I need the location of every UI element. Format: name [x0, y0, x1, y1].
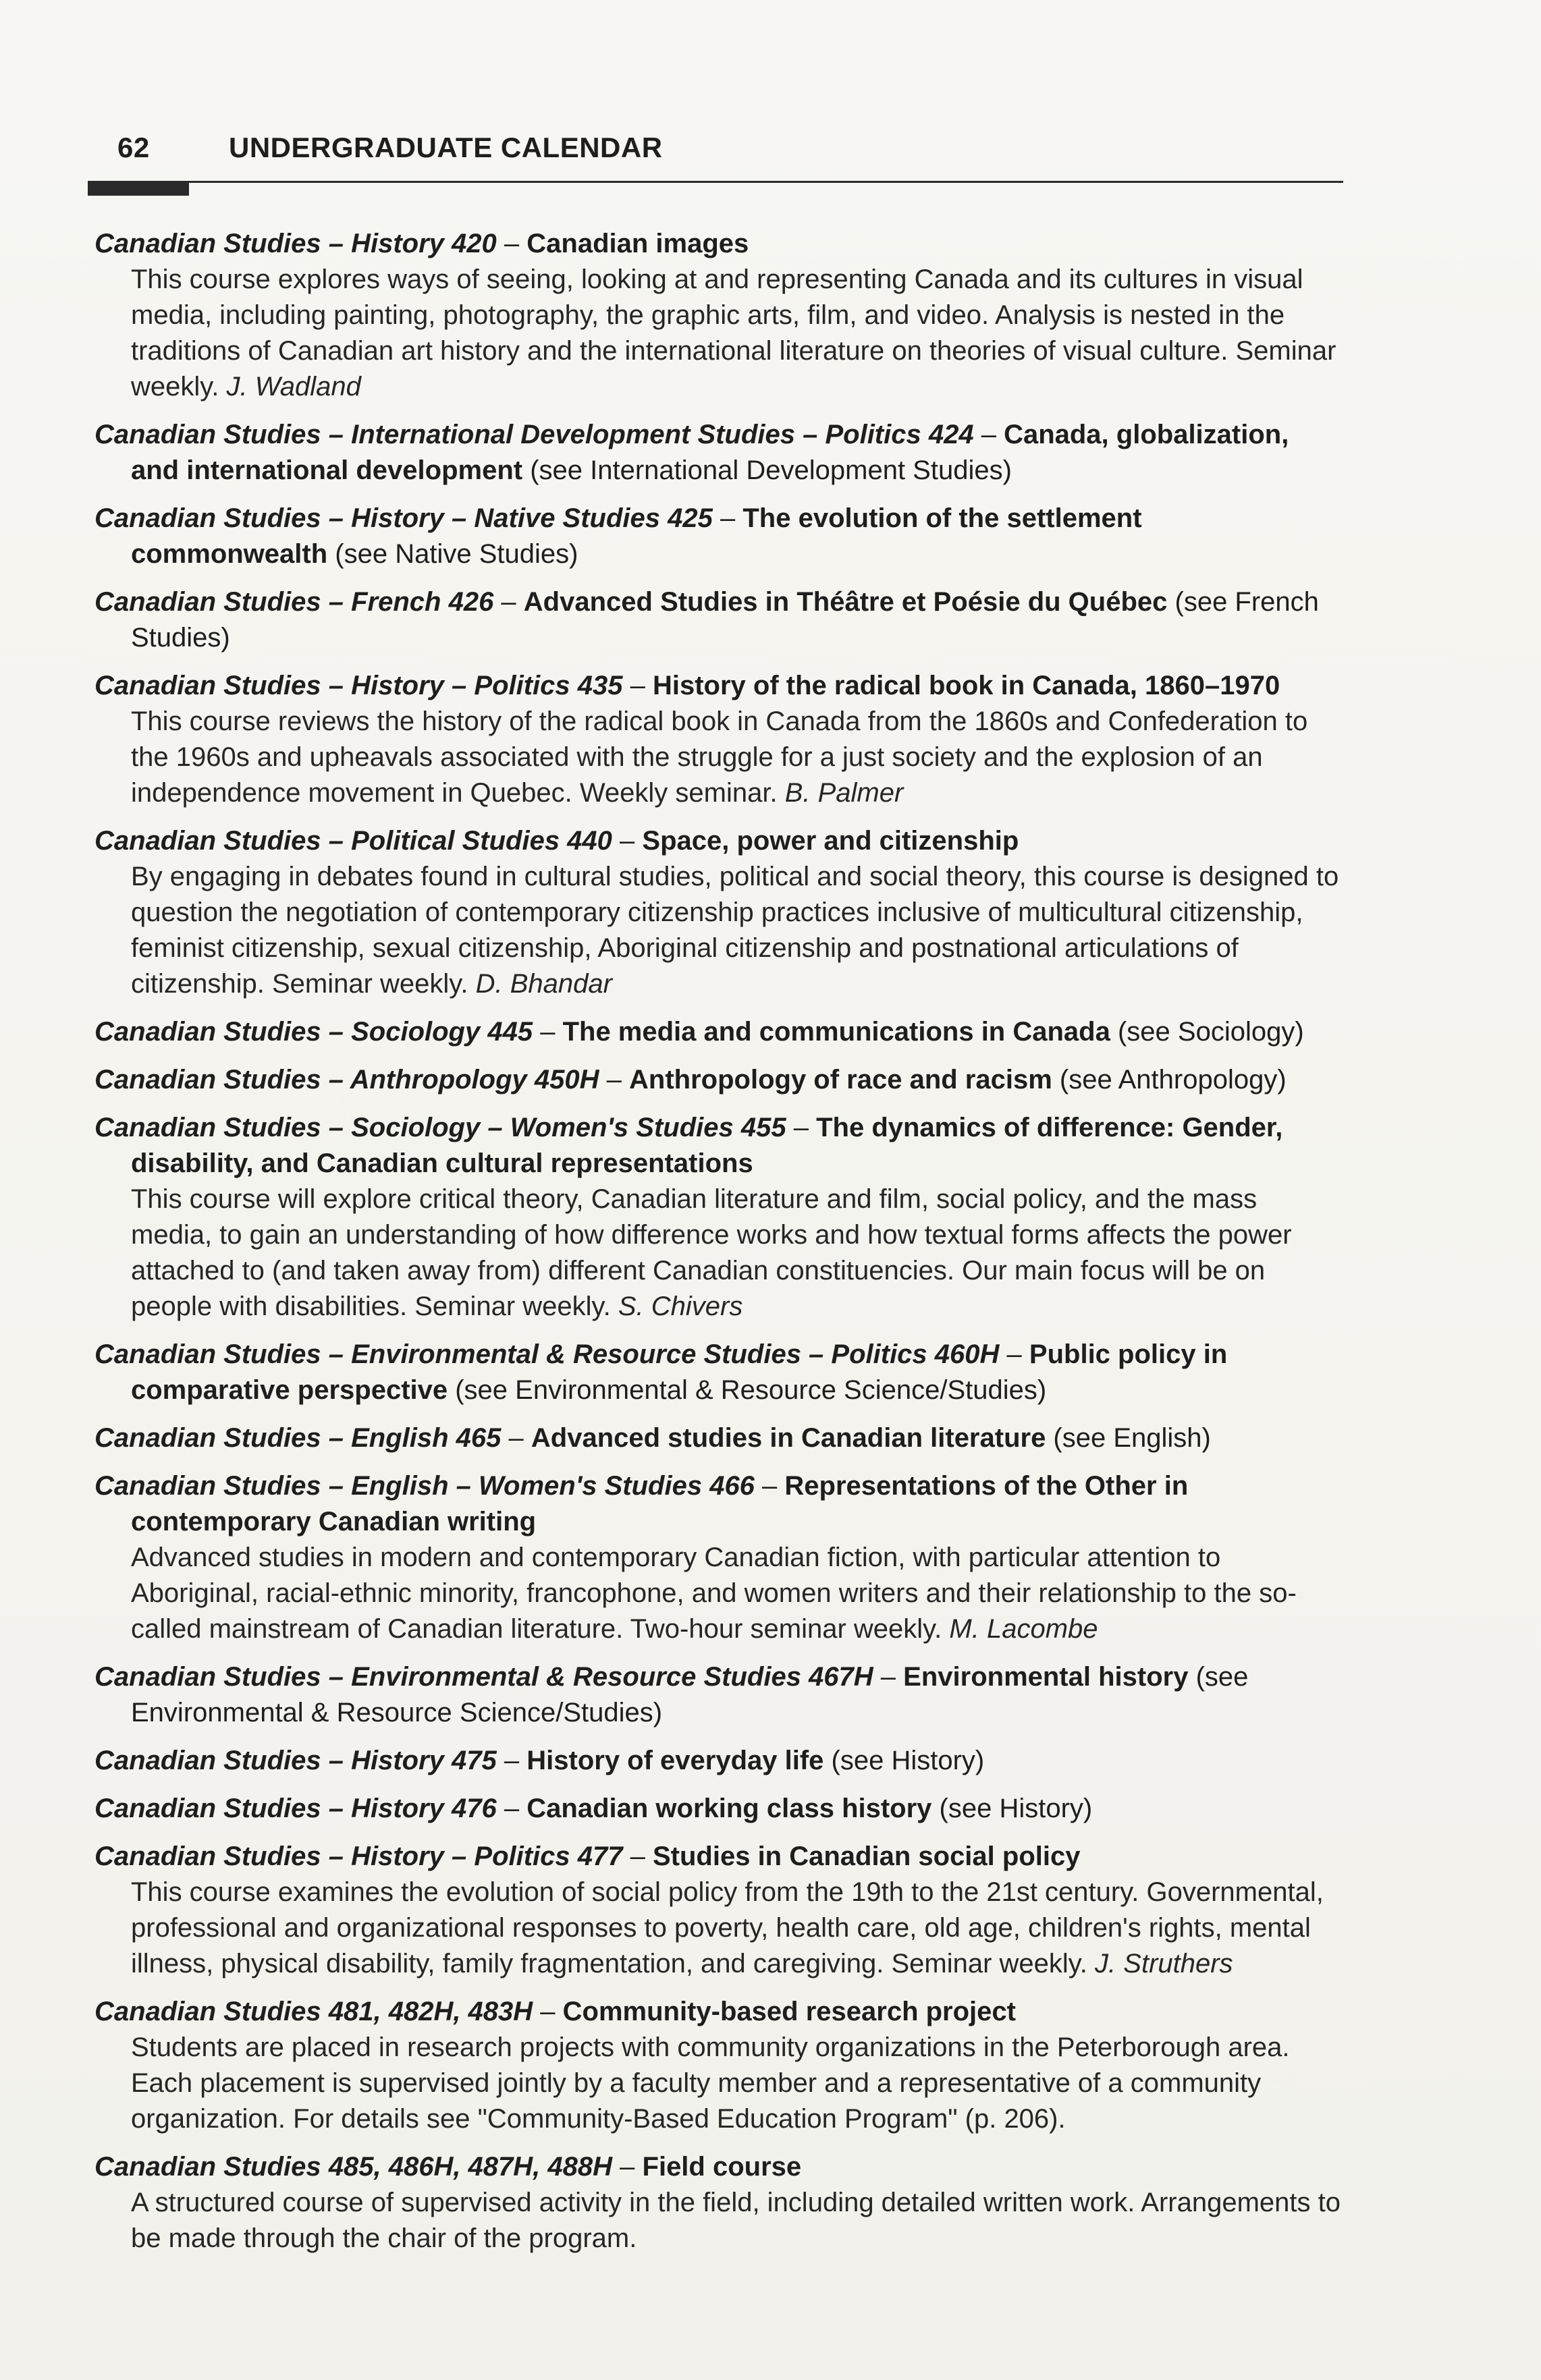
- course-description: This course will explore critical theory, Canadian literature and film, social policy, and the mass media, to gain an understanding of how difference works and how textual forms affects the power attached to (and taken away from) different Canadian constituencies. Our main focus will be on people with disabilities. Seminar weekly.: [131, 1184, 1292, 1321]
- course-code: Canadian Studies 485, 486H, 487H, 488H: [94, 2152, 613, 2182]
- course-code: Canadian Studies – History 420: [94, 229, 497, 258]
- course-code: Canadian Studies – French 426: [94, 587, 494, 617]
- page-header: [117, 132, 663, 164]
- course-entry: [94, 1839, 1343, 1982]
- course-separator: –: [622, 1842, 653, 1871]
- course-entry: [94, 1659, 1343, 1731]
- running-title: UNDERGRADUATE CALENDAR: [229, 132, 663, 163]
- course-separator: –: [973, 420, 1004, 449]
- course-description-block: [94, 2030, 1343, 2137]
- course-cross-reference: (see Native Studies): [327, 539, 578, 569]
- course-separator: –: [599, 1065, 630, 1095]
- course-title: Advanced Studies in Théâtre et Poésie du Québec: [523, 587, 1168, 617]
- course-title: Public policy in comparative perspective: [131, 1339, 1228, 1405]
- course-description: By engaging in debates found in cultural studies, political and social theory, this course is designed to question the negotiation of contemporary citizenship practices inclusive of multicultural citizenship, feminist citizenship, sexual citizenship, Aboriginal citizenship and postnational articulations of citizenship. Seminar weekly.: [131, 862, 1339, 999]
- course-description: Students are placed in research projects with community organizations in the Peterborough area. Each placement is supervised jointly by a faculty member and a representative of a community organization. For details see "Community-Based Education Program" (p. 206).: [131, 2032, 1290, 2134]
- course-description: This course reviews the history of the radical book in Canada from the 1860s and Confederation to the 1960s and upheavals associated with the struggle for a just society and the explosion of an independence movement in Quebec. Weekly seminar.: [131, 707, 1308, 808]
- course-heading: [94, 1337, 1343, 1408]
- course-heading: [94, 584, 1343, 656]
- course-entry: [94, 1743, 1343, 1779]
- course-code: Canadian Studies – Environmental & Resource Studies 467H: [94, 1662, 873, 1692]
- course-heading: [94, 1468, 1343, 1540]
- course-separator: –: [612, 826, 643, 856]
- course-entry: [94, 501, 1343, 572]
- course-code: Canadian Studies – Sociology 445: [94, 1017, 533, 1047]
- course-cross-reference: (see Environmental & Resource Science/Studies): [448, 1375, 1047, 1405]
- course-code: Canadian Studies – Sociology – Women's Studies 455: [94, 1113, 786, 1142]
- course-heading: [94, 2149, 1343, 2185]
- course-heading: [94, 668, 1343, 704]
- course-code: Canadian Studies 481, 482H, 483H: [94, 1997, 533, 2026]
- course-instructor: D. Bhandar: [475, 969, 612, 999]
- course-title: The evolution of the settlement commonwealth: [131, 503, 1142, 569]
- course-description-block: [94, 2185, 1343, 2257]
- course-description: This course examines the evolution of social policy from the 19th to the 21st century. Governmental, professional and organizational responses to poverty, health care, old age, children's rights, mental illness, physical disability, family fragmentation, and caregiving. Seminar weekly.: [131, 1877, 1324, 1978]
- course-title: Field course: [642, 2152, 802, 2182]
- course-heading: [94, 226, 1343, 262]
- course-entry: [94, 1014, 1343, 1050]
- course-code: Canadian Studies – History – Native Studies 425: [94, 503, 713, 533]
- course-separator: –: [754, 1471, 785, 1501]
- page-number: 62: [117, 132, 150, 163]
- course-description-block: [94, 1540, 1343, 1647]
- course-code: Canadian Studies – History 475: [94, 1746, 497, 1775]
- course-code: Canadian Studies – Anthropology 450H: [94, 1065, 599, 1095]
- course-instructor: M. Lacombe: [949, 1614, 1098, 1644]
- course-cross-reference: (see International Development Studies): [522, 455, 1012, 485]
- course-cross-reference: (see Anthropology): [1052, 1065, 1287, 1095]
- course-instructor: J. Wadland: [226, 372, 361, 402]
- course-instructor: B. Palmer: [784, 778, 904, 808]
- course-heading: [94, 823, 1343, 859]
- course-separator: –: [496, 1794, 527, 1823]
- course-description-block: [94, 262, 1343, 405]
- course-entry: [94, 1994, 1343, 2137]
- course-separator: –: [533, 1017, 563, 1047]
- course-description-block: [94, 1875, 1343, 1982]
- course-cross-reference: (see Environmental & Resource Science/Studies): [131, 1662, 1249, 1727]
- course-list: [94, 226, 1343, 2269]
- course-title: Environmental history: [903, 1662, 1189, 1692]
- course-description: Advanced studies in modern and contemporary Canadian fiction, with particular attention to Aboriginal, racial-ethnic minority, francophone, and women writers and their relationship to the so-called mainstream of Canadian literature. Two-hour seminar weekly.: [131, 1543, 1297, 1644]
- course-separator: –: [622, 671, 653, 700]
- course-title: History of everyday life: [526, 1746, 824, 1775]
- course-heading: [94, 1420, 1343, 1456]
- course-entry: [94, 584, 1343, 656]
- course-title: Canadian images: [526, 229, 749, 258]
- course-description-block: [94, 1182, 1343, 1325]
- course-description: This course explores ways of seeing, looking at and representing Canada and its cultures in visual media, including painting, photography, the graphic arts, film, and video. Analysis is nested in the traditions of Canadian art history and the international literature on theories of visual culture. Seminar weekly.: [131, 265, 1336, 402]
- header-rule: [88, 181, 1343, 183]
- course-heading: [94, 417, 1343, 489]
- course-heading: [94, 1839, 1343, 1875]
- course-title: The dynamics of difference: Gender, disability, and Canadian cultural representations: [131, 1113, 1283, 1178]
- course-entry: [94, 668, 1343, 811]
- course-title: The media and communications in Canada: [562, 1017, 1110, 1047]
- course-heading: [94, 1994, 1343, 2030]
- course-separator: –: [786, 1113, 817, 1142]
- course-entry: [94, 1062, 1343, 1098]
- course-description: A structured course of supervised activity in the field, including detailed written work. Arrangements to be made through the chair of the program.: [131, 2188, 1341, 2253]
- course-code: Canadian Studies – English – Women's Studies 466: [94, 1471, 755, 1501]
- course-title: Canada, globalization, and international development: [131, 420, 1289, 485]
- course-code: Canadian Studies – History – Politics 435: [94, 671, 623, 700]
- course-code: Canadian Studies – English 465: [94, 1423, 502, 1453]
- course-entry: [94, 2149, 1343, 2257]
- course-code: Canadian Studies – International Development Studies – Politics 424: [94, 420, 974, 449]
- course-separator: –: [501, 1423, 531, 1453]
- course-entry: [94, 1110, 1343, 1325]
- course-title: History of the radical book in Canada, 1860–1970: [652, 671, 1280, 700]
- course-cross-reference: (see Sociology): [1110, 1017, 1304, 1047]
- course-separator: –: [496, 1746, 527, 1775]
- course-heading: [94, 1110, 1343, 1182]
- course-entry: [94, 1420, 1343, 1456]
- course-title: Canadian working class history: [526, 1794, 932, 1823]
- course-separator: –: [873, 1662, 904, 1692]
- course-entry: [94, 226, 1343, 405]
- course-entry: [94, 823, 1343, 1002]
- course-cross-reference: (see History): [823, 1746, 985, 1775]
- course-separator: –: [533, 1997, 563, 2026]
- course-description-block: [94, 704, 1343, 811]
- course-code: Canadian Studies – Political Studies 440: [94, 826, 612, 856]
- course-title: Studies in Canadian social policy: [652, 1842, 1081, 1871]
- course-entry: [94, 417, 1343, 489]
- course-separator: –: [496, 229, 527, 258]
- course-separator: –: [612, 2152, 643, 2182]
- course-heading: [94, 1743, 1343, 1779]
- course-code: Canadian Studies – History – Politics 477: [94, 1842, 623, 1871]
- course-separator: –: [493, 587, 524, 617]
- course-heading: [94, 501, 1343, 572]
- course-heading: [94, 1791, 1343, 1827]
- course-entry: [94, 1337, 1343, 1408]
- course-separator: –: [712, 503, 743, 533]
- course-heading: [94, 1062, 1343, 1098]
- course-title: Representations of the Other in contemporary Canadian writing: [131, 1471, 1189, 1537]
- course-separator: –: [999, 1339, 1029, 1369]
- course-description-block: [94, 859, 1343, 1002]
- course-instructor: S. Chivers: [618, 1292, 743, 1321]
- header-rule-tab: [88, 182, 189, 196]
- course-code: Canadian Studies – History 476: [94, 1794, 497, 1823]
- course-title: Space, power and citizenship: [642, 826, 1019, 856]
- course-title: Anthropology of race and racism: [629, 1065, 1052, 1095]
- course-entry: [94, 1791, 1343, 1827]
- course-cross-reference: (see History): [931, 1794, 1093, 1823]
- course-code: Canadian Studies – Environmental & Resource Studies – Politics 460H: [94, 1339, 1000, 1369]
- course-entry: [94, 1468, 1343, 1647]
- course-title: Community-based research project: [562, 1997, 1016, 2026]
- course-heading: [94, 1014, 1343, 1050]
- course-instructor: J. Struthers: [1095, 1949, 1233, 1978]
- course-cross-reference: (see English): [1046, 1423, 1211, 1453]
- course-cross-reference: (see French Studies): [131, 587, 1319, 653]
- course-title: Advanced studies in Canadian literature: [531, 1423, 1046, 1453]
- course-heading: [94, 1659, 1343, 1731]
